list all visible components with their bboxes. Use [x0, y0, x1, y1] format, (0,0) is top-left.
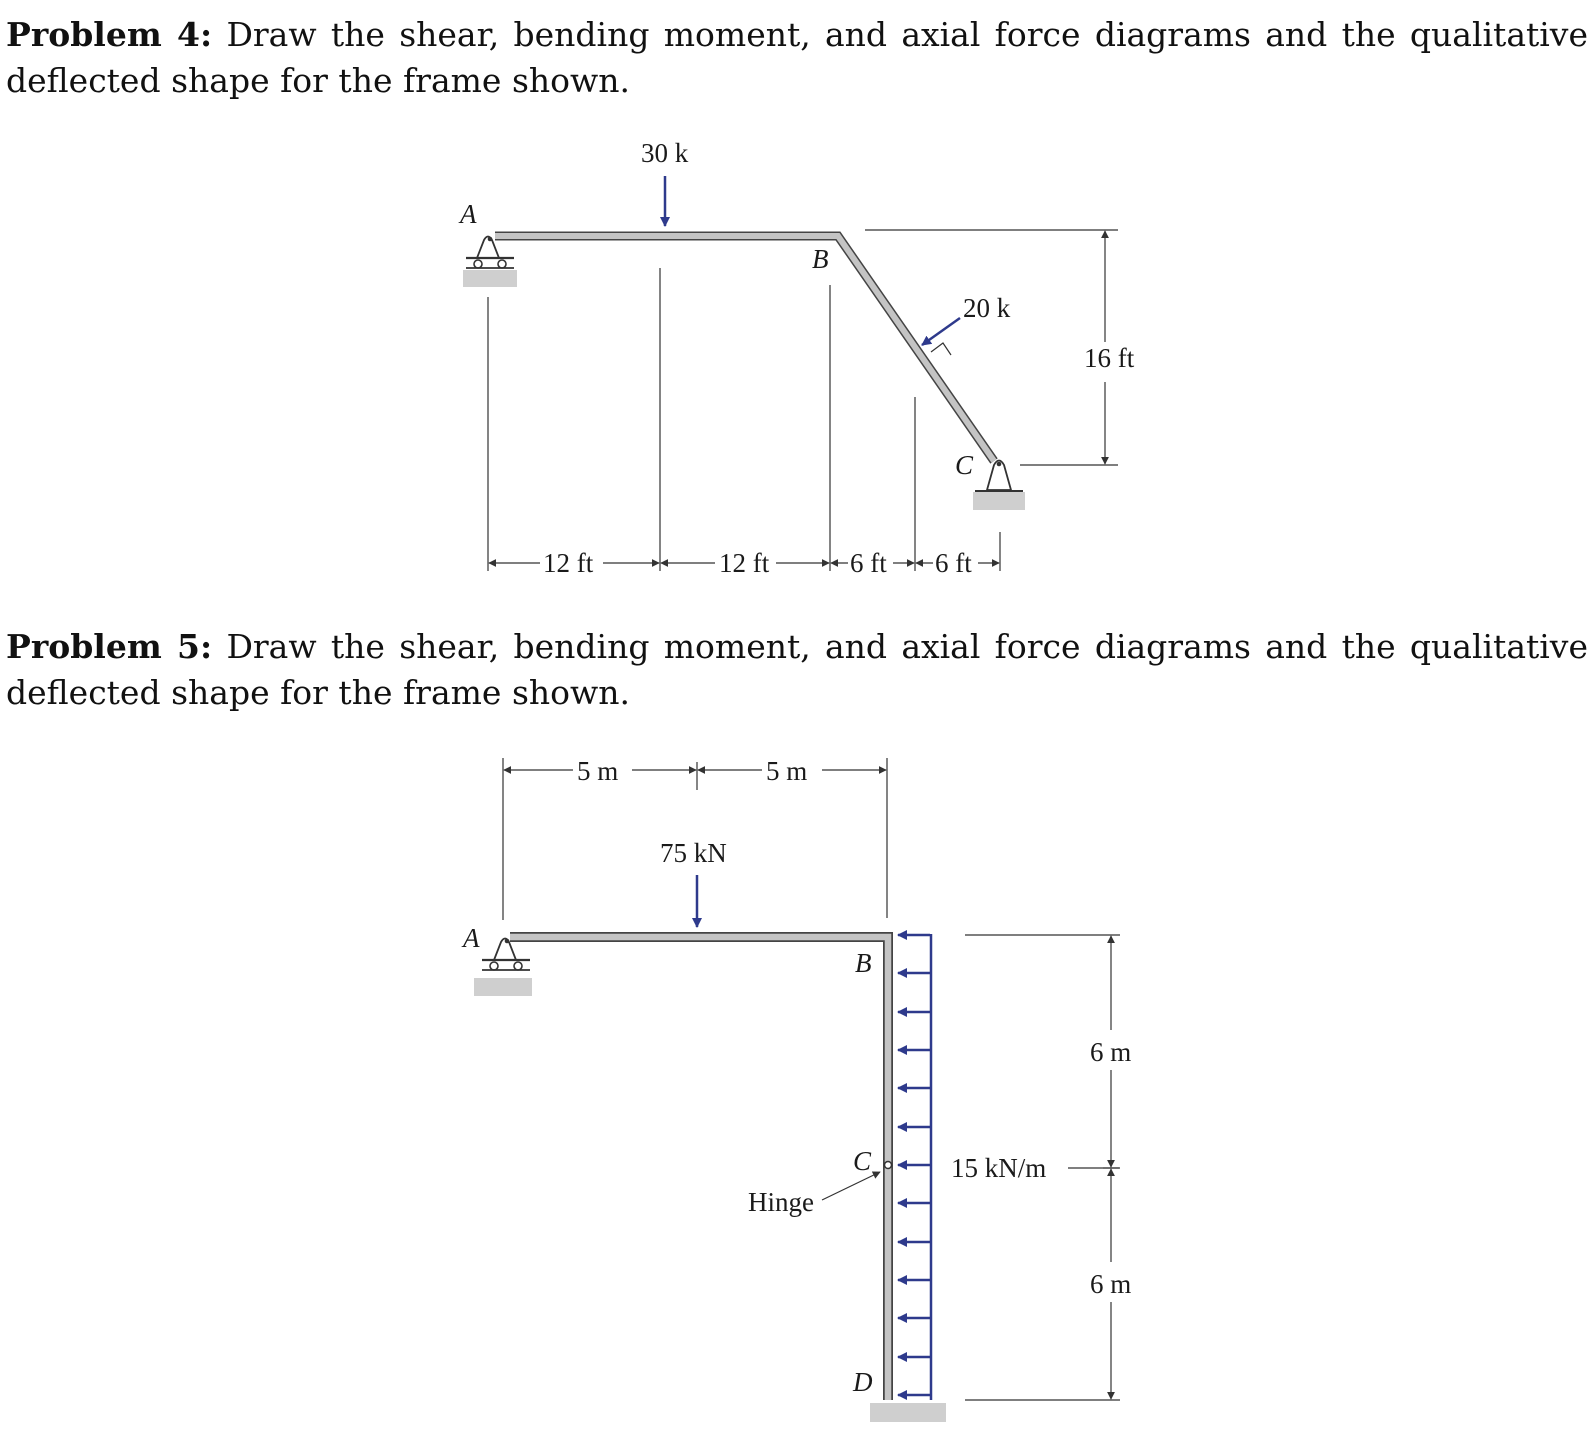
p4-dim-12ft-2: 12 ft [719, 548, 770, 578]
problem-5-body: Draw the shear, bending moment, and axial force diagrams and the qualitative deflected shape for the frame shown. [6, 627, 1588, 712]
p4-load-20k: 20 k [963, 293, 1011, 323]
p5-hinge-leader [822, 1172, 880, 1200]
p4-dimension-lines [489, 231, 1105, 563]
p5-dim-6m-1: 6 m [1090, 1037, 1132, 1067]
p4-dim-6ft-2: 6 ft [935, 548, 972, 578]
p4-label-c: C [955, 450, 974, 480]
p5-label-a: A [463, 923, 480, 953]
p5-label-c: C [853, 1146, 872, 1176]
p5-extension-lines [503, 758, 1120, 1400]
p5-dim-5m-1: 5 m [577, 756, 619, 786]
p5-distributed-load [898, 934, 931, 1400]
p5-dim-6m-2: 6 m [1090, 1269, 1132, 1299]
p5-fixed-support-d [870, 1403, 946, 1422]
p5-roller-support-a [474, 939, 532, 997]
problem-4-heading: Problem 4: [6, 15, 213, 54]
p5-frame-member [510, 937, 888, 1400]
p5-load-75kn: 75 kN [660, 838, 727, 868]
p4-inclined-load-arrow [922, 318, 960, 355]
p5-dimension-lines [504, 762, 1119, 1399]
problem-4-body: Draw the shear, bending moment, and axial force diagrams and the qualitative deflected shape for the frame shown. [6, 15, 1588, 100]
p5-label-b: B [855, 948, 872, 978]
problem-5-figure [461, 756, 1131, 1422]
p4-frame-member [495, 236, 994, 461]
p4-label-b: B [812, 244, 829, 274]
p4-pin-support-c [973, 461, 1025, 511]
p5-hinge-marker [885, 1162, 892, 1169]
problem-5-heading: Problem 5: [6, 627, 213, 666]
p5-distributed-load-arrows [898, 935, 930, 1395]
p5-hinge-label: Hinge [748, 1187, 814, 1217]
p4-dim-16ft: 16 ft [1084, 343, 1135, 373]
p4-extension-lines [488, 230, 1118, 571]
p4-dim-12ft-1: 12 ft [543, 548, 594, 578]
p4-label-a: A [460, 199, 477, 229]
p5-label-d: D [853, 1367, 873, 1397]
problem-4-figure [458, 138, 1135, 578]
p4-roller-support-a [463, 237, 517, 288]
p4-load-30k: 30 k [641, 138, 689, 168]
p5-load-15knm: 15 kN/m [951, 1153, 1047, 1183]
p4-dim-6ft-1: 6 ft [850, 548, 887, 578]
p5-dim-5m-2: 5 m [766, 756, 808, 786]
